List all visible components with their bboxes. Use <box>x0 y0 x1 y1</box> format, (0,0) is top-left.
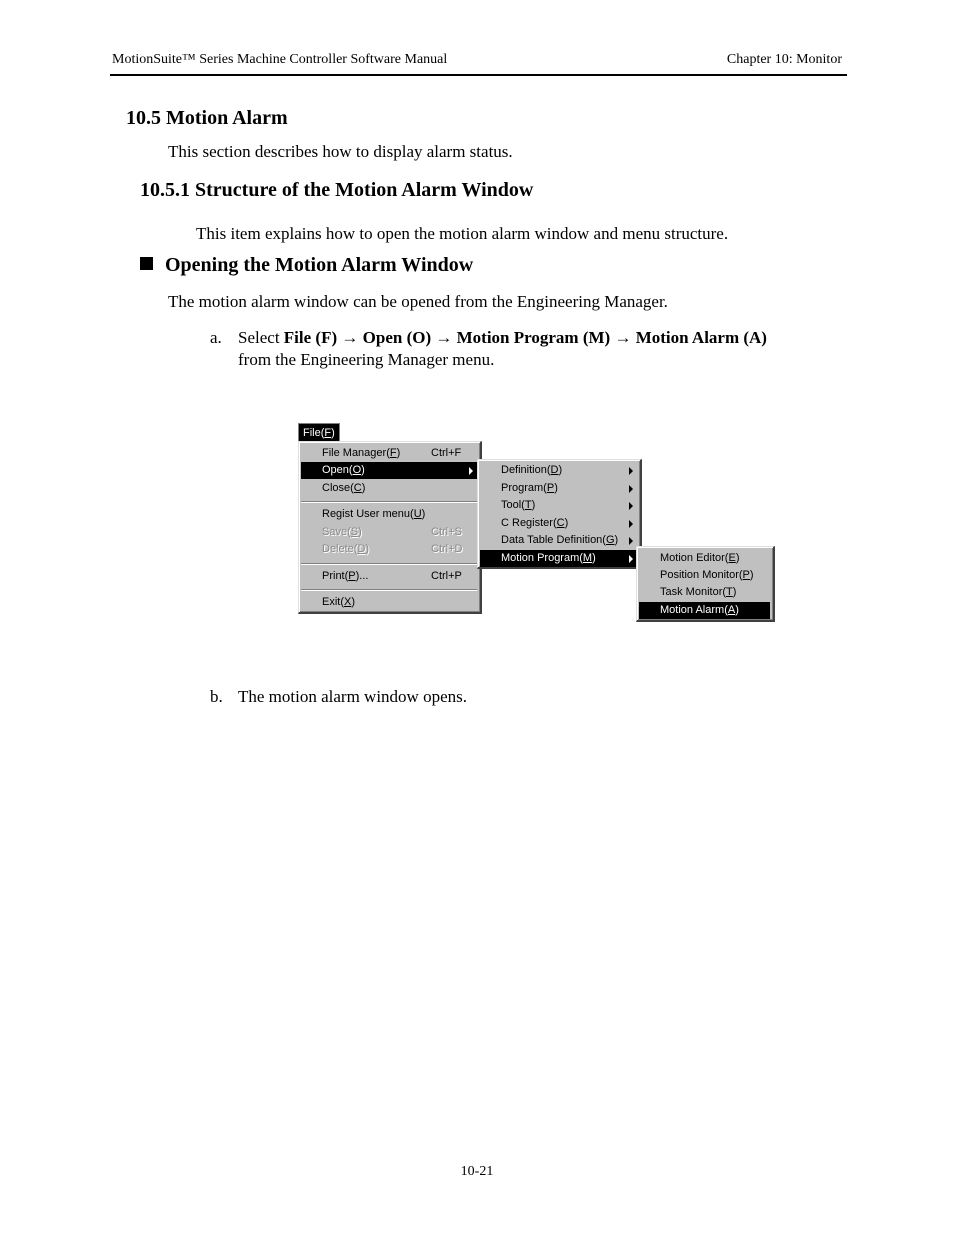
menu-path-motion-alarm: Motion Alarm (A) <box>635 328 767 347</box>
header-rule <box>110 74 847 76</box>
shortcut-label: Ctrl+P <box>431 570 462 582</box>
arrow-glyph: → <box>614 328 632 347</box>
square-bullet-icon <box>140 257 153 270</box>
menu-item-save: Save(S) Ctrl+S <box>301 524 477 541</box>
menu-item-c-register[interactable]: C Register(C) <box>480 515 637 532</box>
menubar-file[interactable]: File(F) <box>298 423 340 443</box>
menu-item-exit[interactable]: Exit(X) <box>322 596 356 608</box>
section-intro: This section describes how to display alarm status. <box>168 142 513 161</box>
submenu-arrow-icon <box>629 537 633 545</box>
menu-separator <box>301 589 477 591</box>
subsection-intro: This item explains how to open the motion alarm window and menu structure. <box>196 224 729 243</box>
menu-item-open[interactable]: Open(O) <box>301 462 477 479</box>
step-a <box>210 327 767 371</box>
submenu-arrow-icon <box>629 520 633 528</box>
menu-item-motion-editor[interactable]: Motion Editor(E) <box>660 552 740 564</box>
motion-program-submenu <box>636 546 775 622</box>
submenu-arrow-icon <box>629 467 633 475</box>
menu-item-close[interactable]: Close(C) <box>322 482 366 494</box>
step-text: The motion alarm window opens. <box>238 687 467 706</box>
menu-item-print[interactable]: Print(P)... Ctrl+P <box>301 568 477 585</box>
page-number: 10-21 <box>460 1164 494 1179</box>
menu-item-tool[interactable]: Tool(T) <box>480 497 637 514</box>
step-b <box>210 686 467 708</box>
subsection-title: 10.5.1 Structure of the Motion Alarm Window <box>140 179 534 201</box>
menu-path-motion-program: Motion Program (M) <box>456 328 611 347</box>
step-label: b. <box>210 687 223 706</box>
menu-item-regist-user-menu[interactable]: Regist User menu(U) <box>322 508 426 520</box>
menu-separator <box>301 563 477 565</box>
menu-item-program[interactable]: Program(P) <box>480 480 637 497</box>
menu-item-motion-alarm[interactable]: Motion Alarm(A) <box>639 602 770 619</box>
menu-separator <box>301 501 477 503</box>
arrow-glyph: → <box>341 328 359 347</box>
running-header-chapter: Chapter 10: Monitor <box>726 52 842 67</box>
submenu-arrow-icon <box>629 502 633 510</box>
menu-item-file-manager[interactable]: File Manager(F) Ctrl+F <box>301 445 477 462</box>
menu-path-file: File (F) <box>283 328 338 347</box>
arrow-glyph: → <box>435 328 453 347</box>
shortcut-label: Ctrl+D <box>431 543 463 555</box>
submenu-arrow-icon <box>629 485 633 493</box>
topic-title-text: Opening the Motion Alarm Window <box>165 254 474 276</box>
step-text: Select <box>238 328 284 347</box>
menu-item-data-table-definition[interactable]: Data Table Definition(G) <box>480 532 637 549</box>
step-text-tail: from the Engineering Manager menu. <box>238 350 495 369</box>
running-header-title: MotionSuite™ Series Machine Controller Software Manual <box>112 52 448 67</box>
menu-path-open: Open (O) <box>362 328 432 347</box>
open-submenu <box>477 459 642 569</box>
submenu-arrow-icon <box>629 555 633 563</box>
shortcut-label: Ctrl+F <box>431 447 462 459</box>
menu-item-motion-program[interactable]: Motion Program(M) <box>480 550 637 567</box>
step-label: a. <box>210 328 222 347</box>
shortcut-label: Ctrl+S <box>431 526 462 538</box>
menu-item-definition[interactable]: Definition(D) <box>480 462 637 479</box>
submenu-arrow-icon <box>469 467 473 475</box>
topic-intro: The motion alarm window can be opened from the Engineering Manager. <box>168 292 668 311</box>
menu-item-position-monitor[interactable]: Position Monitor(P) <box>660 569 754 581</box>
menu-item-delete: Delete(D) Ctrl+D <box>301 541 477 558</box>
file-menu <box>298 441 482 614</box>
topic-title <box>140 254 473 277</box>
section-title: 10.5 Motion Alarm <box>126 107 288 129</box>
menu-item-task-monitor[interactable]: Task Monitor(T) <box>660 586 737 598</box>
